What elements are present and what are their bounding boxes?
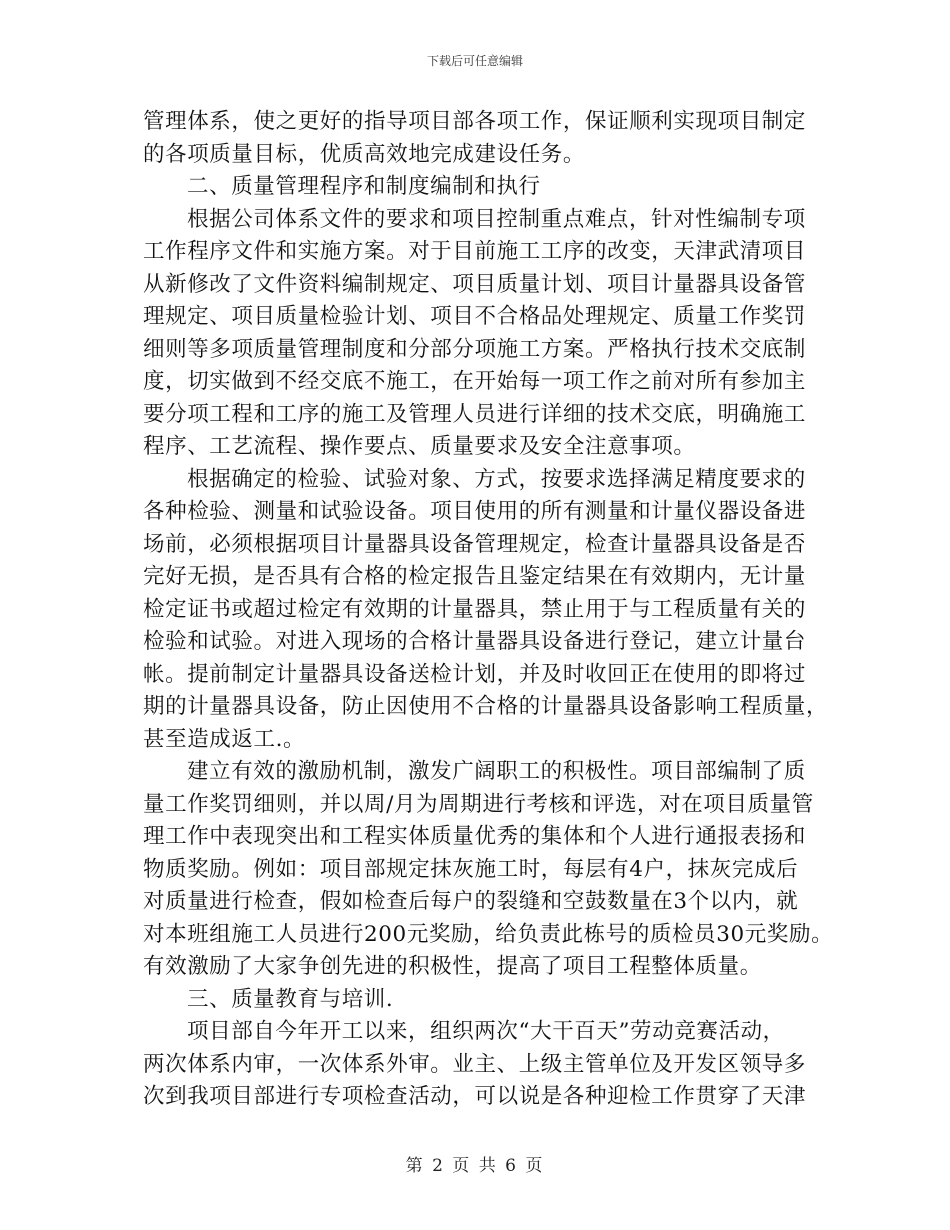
text-line: 度，切实做到不经交底不施工，在开始每一项工作之前对所有参加主 [143, 369, 807, 394]
text-line: 次到我项目部进行专项检查活动，可以说是各种迎检工作贯穿了天津 [143, 1084, 807, 1109]
text-line: 根据确定的检验、试验对象、方式，按要求选择满足精度要求的 [187, 466, 806, 492]
text-line: 理工作中表现突出和工程实体质量优秀的集体和个人进行通报表扬和 [143, 824, 807, 849]
text-line: 检定证书或超过检定有效期的计量器具，禁止用于与工程质量有关的 [143, 596, 807, 622]
text-line: 程序、工艺流程、操作要点、质量要求及安全注意事项。 [143, 434, 696, 459]
text-line: 建立有效的激励机制，激发广阔职工的积极性。项目部编制了质 [187, 759, 806, 784]
text-line: 物质奖励。例如：项目部规定抹灰施工时，每层有4户，抹灰完成后 [143, 856, 799, 882]
text-line: 根据公司体系文件的要求和项目控制重点难点，针对性编制专项 [187, 206, 806, 232]
text-line: 各种检验、测量和试验设备。项目使用的所有测量和计量仪器设备进 [143, 499, 807, 524]
text-line: 的各项质量目标，优质高效地完成建设任务。 [143, 141, 586, 167]
text-line: 管理体系，使之更好的指导项目部各项工作，保证顺利实现项目制定 [143, 109, 807, 134]
text-line: 期的计量器具设备，防止因使用不合格的计量器具设备影响工程质量， [143, 694, 829, 719]
page-header: 下载后可任意编辑 [426, 54, 523, 68]
text-line: 量工作奖罚细则，并以周/月为周期进行考核和评选，对在项目质量管 [143, 791, 814, 817]
text-line: 有效激励了大家争创先进的积极性，提高了项目工程整体质量。 [143, 954, 762, 979]
text-line: 从新修改了文件资料编制规定、项目质量计划、项目计量器具设备管 [143, 271, 807, 297]
text-line: 工作程序文件和实施方案。对于目前施工工序的改变，天津武清项目 [143, 239, 807, 264]
text-line: 细则等多项质量管理制度和分部分项施工方案。严格执行技术交底制 [143, 336, 807, 362]
text-line: 对质量进行检查，假如检查后每户的裂缝和空鼓数量在3个以内，就 [143, 889, 799, 914]
text-line: 帐。提前制定计量器具设备送检计划，并及时收回正在使用的即将过 [143, 661, 807, 687]
text-line: 两次体系内审，一次体系外审。业主、上级主管单位及开发区领导多 [143, 1051, 807, 1077]
text-line: 理规定、项目质量检验计划、项目不合格品处理规定、质量工作奖罚 [143, 304, 807, 329]
page-footer: 第 2 页 共 6 页 [405, 1156, 545, 1176]
document-body [143, 106, 834, 1114]
text-line: 完好无损，是否具有合格的检定报告且鉴定结果在有效期内，无计量 [143, 564, 807, 589]
text-line: 二、质量管理程序和制度编制和执行 [187, 174, 541, 199]
text-line: 甚至造成返工.。 [143, 726, 306, 752]
text-line: 检验和试验。对进入现场的合格计量器具设备进行登记，建立计量台 [143, 629, 807, 654]
text-line: 要分项工程和工序的施工及管理人员进行详细的技术交底，明确施工 [143, 401, 807, 427]
text-line: 三、质量教育与培训. [187, 986, 394, 1012]
text-line: 对本班组施工人员进行200元奖励，给负责此栋号的质检员30元奖励。 [143, 921, 834, 947]
text-line: 场前，必须根据项目计量器具设备管理规定，检查计量器具设备是否 [143, 531, 807, 557]
text-line: 项目部自今年开工以来，组织两次“大干百天”劳动竞赛活动， [187, 1019, 785, 1044]
